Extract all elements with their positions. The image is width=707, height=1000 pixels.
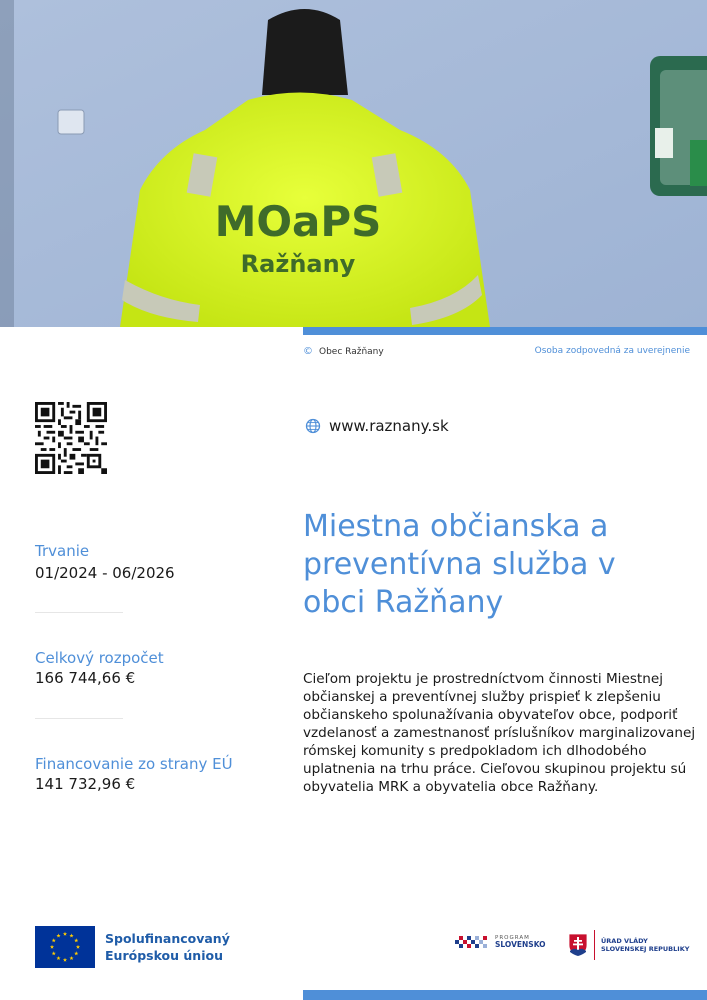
jacket-text-line2: Ražňany <box>240 250 356 278</box>
eu-text-line2: Európskou úniou <box>105 948 223 963</box>
divider <box>594 930 595 960</box>
program-label: PROGRAM <box>495 935 530 941</box>
total-budget-label: Celkový rozpočet <box>35 649 164 667</box>
duration-label: Trvanie <box>35 542 90 560</box>
program-slovensko-icon <box>455 934 491 950</box>
project-description: Cieľom projektu je prostredníctvom činnosti Miestnej občianskej a preventívnej služby prispieť k zlepšeniu občianskeho spolunažívania obyvateľov obce, podporiť vzdelanosť a zamestnanosť príslušníkov marginalizovanej rómskej komunity s predpokladom ich dlhodobého uplatnenia na trhu práce. Cieľovou skupinou projektu sú obyvatelia MRK a obyvatelia obce Ražňany. <box>303 671 696 795</box>
hero-photo-svg <box>0 0 707 327</box>
jacket-text-line1: MOaPS <box>214 197 382 246</box>
responsible-person-label: Osoba zodpovedná za uverejnenie <box>534 346 690 356</box>
wall-switch <box>58 110 84 134</box>
website-link[interactable] <box>305 417 449 435</box>
eu-funding-label: Financovanie zo strany EÚ <box>35 755 233 773</box>
divider <box>35 718 123 719</box>
government-office-line1: ÚRAD VLÁDY <box>601 937 648 945</box>
website-url: www.raznany.sk <box>329 417 449 435</box>
eu-funding-value: 141 732,96 € <box>35 775 136 793</box>
slovak-coat-of-arms-icon <box>568 933 588 957</box>
government-office-logo <box>568 930 689 960</box>
eu-text-line1: Spolufinancovaný <box>105 931 230 946</box>
accent-bar-bottom <box>303 990 707 1000</box>
program-slovensko-logo <box>455 934 546 950</box>
hero-photo <box>0 0 707 327</box>
accent-bar-top <box>303 327 707 335</box>
qr-code[interactable] <box>35 402 107 474</box>
duration-value: 01/2024 - 06/2026 <box>35 564 175 582</box>
program-name: SLOVENSKO <box>495 940 546 949</box>
globe-icon <box>305 418 321 434</box>
door-edge <box>0 0 14 327</box>
project-title: Miestna občianska a preventívna služba v obci Ražňany <box>303 509 616 620</box>
photo-credit <box>303 346 384 357</box>
total-budget-value: 166 744,66 € <box>35 669 136 687</box>
eu-cofinanced-logo <box>35 926 230 968</box>
government-office-line2: SLOVENSKEJ REPUBLIKY <box>601 945 690 953</box>
copyright-icon: © <box>303 346 313 357</box>
aed-box <box>650 56 707 196</box>
photo-credit-text: Obec Ražňany <box>319 346 384 357</box>
eu-flag-icon <box>35 926 95 968</box>
divider <box>35 612 123 613</box>
